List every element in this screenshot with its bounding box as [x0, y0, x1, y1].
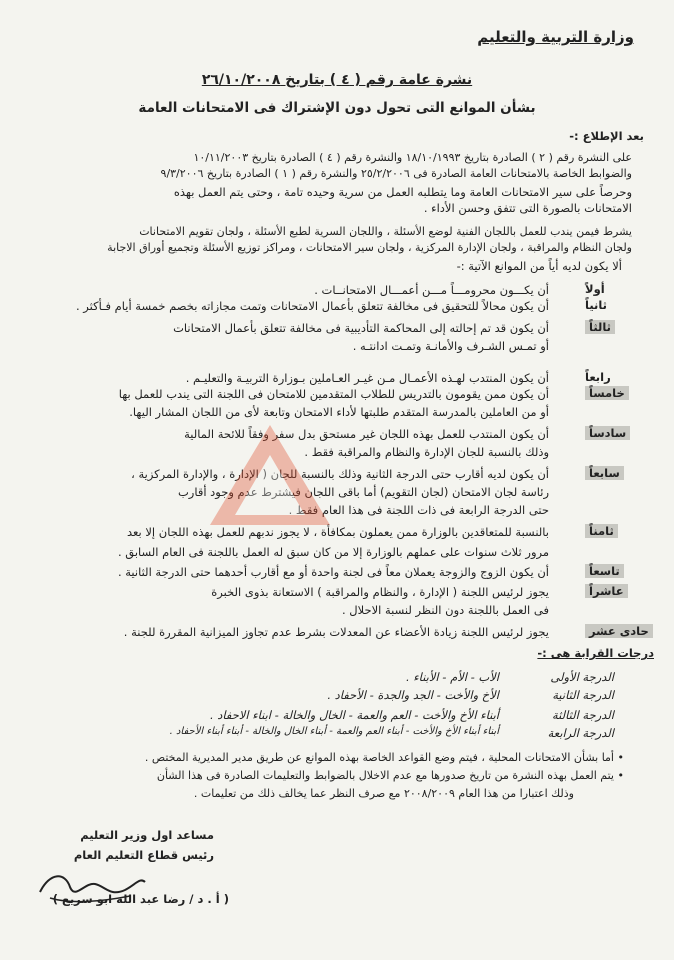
- note-effective-date: • يتم العمل بهذه النشرة من تاريخ صدورها مع عدم الاخلال بالضوابط والتعليمات الصادرة فى هذا الشأن: [156, 769, 624, 782]
- clause-text: أو من العاملين بالمدرسة المتقدم طلبتها لأداء الامتحان وتابعة لأى من اللجان المشار اليها.: [129, 405, 549, 419]
- intro-line: يشرط فيمن يندب للعمل باللجان الفنية لوضع الأسئلة ، واللجان السرية لطبع الأسئلة ، ولجان تقويم الامتحانات: [139, 225, 632, 238]
- clause-text: بالنسبة للمتعاقدين بالوزارة ممن يعملون بمكافأة ، لا يجوز ندبهم للعمل بهذه اللجان إلا بعد: [126, 525, 549, 539]
- clause-text: وذلك بالنسبة للجان الإدارة والنظام والمراقبة فقط .: [304, 445, 549, 459]
- clause-text: يجوز لرئيس اللجنة زيادة الأعضاء عن المعدلات بشرط عدم تجاوز الميزانية المقررة للجنة .: [123, 625, 549, 639]
- clause-text: فى العمل باللجنة دون النظر لنسبة الاحلال .: [341, 603, 549, 617]
- intro-line: ألا يكون لديه أياً من الموانع الآتية :-: [456, 259, 622, 273]
- kinship-relatives: الأب - الأم - الأبناء .: [405, 670, 499, 684]
- clause-label: ثانياً: [585, 298, 607, 312]
- clause-text: أن يكـــون محرومـــاً مـــن أعمـــال الامتحانــات .: [314, 283, 549, 297]
- clause-label: سابعاً: [585, 466, 624, 480]
- clause-text: أن يكون لديه أقارب حتى الدرجة الثانية وذلك بالنسبة للجان ( الإدارة ، والإدارة المركزية ،: [131, 467, 549, 481]
- signature-title-1: مساعد اول وزير التعليم: [80, 828, 214, 842]
- intro-line: على النشرة رقم ( ٢ ) الصادرة بتاريخ ١٨/١٠/١٩٩٣ والنشرة رقم ( ٤ ) الصادرة بتاريخ ١٠/١١/٢٠٠٣: [193, 151, 632, 164]
- intro-line: ولجان النظام والمراقبة ، ولجان الإدارة المركزية ، ولجان سير الامتحانات ، ومراكز توزيع الأسئلة وتجميع أوراق الاجابة: [107, 241, 632, 254]
- kinship-degree: الدرجة الرابعة: [547, 726, 614, 740]
- kinship-degree: الدرجة الأولى: [550, 670, 614, 684]
- clause-label: ثامناً: [585, 524, 618, 538]
- clause-text: أن يكون محالاً للتحقيق فى مخالفة تتعلق بأعمال الامتحانات وتمت مجازاته بخصم خمسة أيام فـأكثر .: [76, 299, 549, 313]
- kinship-relatives: أبناء أبناء الأخ والأخت - أبناء العم والعمة - أبناء الخال والخالة - أبناء أبناء الأحفاد .: [169, 726, 499, 737]
- clause-text: أو تمـس الشـرف والأمانـة وتمـت ادانتـه .: [352, 339, 549, 353]
- clause-text: أن يكون الزوج والزوجة يعملان معاً فى لجنة واحدة أو مع أقارب أحدهما حتى الدرجة الثانية .: [117, 565, 549, 579]
- intro-line: وحرصاً على سير الامتحانات العامة وما يتطلبه العمل من سرية وحيده تامة ، وحتى يتم العمل بهذه: [173, 185, 632, 199]
- clause-text: أن يكون قد تم إحالته إلى المحاكمة التأديبية فى مخالفة تتعلق بأعمال الامتحانات: [173, 321, 549, 335]
- note-text: يتم العمل بهذه النشرة من تاريخ صدورها مع عدم الاخلال بالضوابط والتعليمات الصادرة فى هذا الشأن: [156, 769, 614, 782]
- kinship-degree: الدرجة الثالثة: [551, 708, 614, 722]
- kinship-title: درجات القرابة هى :-: [537, 646, 654, 660]
- kinship-relatives: أبناء الأخ والأخت - العم والعمة - الخال والخالة - ابناء الاحفاد .: [209, 708, 499, 722]
- clause-label: حادى عشر: [585, 624, 653, 638]
- kinship-degree: الدرجة الثانية: [552, 688, 614, 702]
- clause-label: رابعاً: [585, 370, 611, 384]
- clause-label: تاسعاً: [585, 564, 624, 578]
- signature-title-2: رئيس قطاع التعليم العام: [73, 848, 214, 862]
- clause-text: رئاسة لجان الامتحان (لجان التقويم) أما باقى اللجان فيشترط عدم وجود أقارب: [177, 485, 549, 499]
- ministry-name: وزارة التربية والتعليم: [477, 28, 634, 46]
- kinship-relatives: الأخ والأخت - الجد والجدة - الأحفاد .: [327, 688, 499, 702]
- intro-line: الامتحانات بالصورة التى تتفق وحسن الأداء .: [423, 201, 632, 215]
- intro-line: والضوابط الخاصة بالامتحانات العامة الصادرة فى ٢٥/٢/٢٠٠٦ والنشرة رقم ( ١ ) الصادرة بتاريخ ٩/٣/٢٠٠٦: [160, 167, 632, 180]
- clause-text: أن يكون المنتدب لهـذه الأعمـال مـن غيـر العـاملين بـوزارة التربيـة والتعليـم .: [185, 371, 549, 385]
- clause-label: سادساً: [585, 426, 630, 440]
- clause-label: عاشراً: [585, 584, 628, 598]
- clause-text: مرور ثلاث سنوات على عملهم بالوزارة إلا من كان سبق له العمل باللجنة فى العام السابق .: [117, 545, 549, 559]
- note-local-exams: • أما بشأن الامتحانات المحلية ، فيتم وضع القواعد الخاصة بهذه الموانع عن طريق مدير المديرية المختص .: [144, 751, 624, 764]
- clause-label: ثالثاً: [585, 320, 615, 334]
- bulletin-subject: بشأن الموانع التى تحول دون الإشتراك فى الامتحانات العامة: [138, 100, 536, 116]
- clause-text: أن يكون ممن يقومون بالتدريس للطلاب المتقدمين للامتحان فى اللجنة التى يندب للعمل بها: [118, 387, 549, 401]
- clause-text: يجوز لرئيس اللجنة ( الإدارة ، والنظام والمراقبة ) الاستعانة بذوى الخبرة: [211, 585, 549, 599]
- clause-label: أولاً: [585, 282, 605, 296]
- note-text: أما بشأن الامتحانات المحلية ، فيتم وضع القواعد الخاصة بهذه الموانع عن طريق مدير المديرية المختص .: [144, 751, 614, 764]
- clause-text: أن يكون المنتدب للعمل بهذه اللجان غير مستحق بدل سفر وفقاً للائحة المالية: [184, 427, 549, 441]
- clause-text: حتى الدرجة الرابعة فى ذات اللجنة فى هذا العام فقط .: [288, 503, 549, 517]
- signatory-name: ( أ . د / رضا عبد الله ابو سريع ): [52, 892, 229, 906]
- bulletin-number: نشرة عامة رقم ( ٤ ) بتاريخ ٢٦/١٠/٢٠٠٨: [201, 72, 473, 88]
- note-effective-year: وذلك اعتبارا من هذا العام ٢٠٠٨/٢٠٠٩ مع صرف النظر عما يخالف ذلك من تعليمات .: [193, 787, 574, 800]
- watermark-logo: [200, 415, 340, 535]
- clause-label: خامساً: [585, 386, 629, 400]
- after-review-heading: بعد الإطلاع :-: [569, 129, 644, 143]
